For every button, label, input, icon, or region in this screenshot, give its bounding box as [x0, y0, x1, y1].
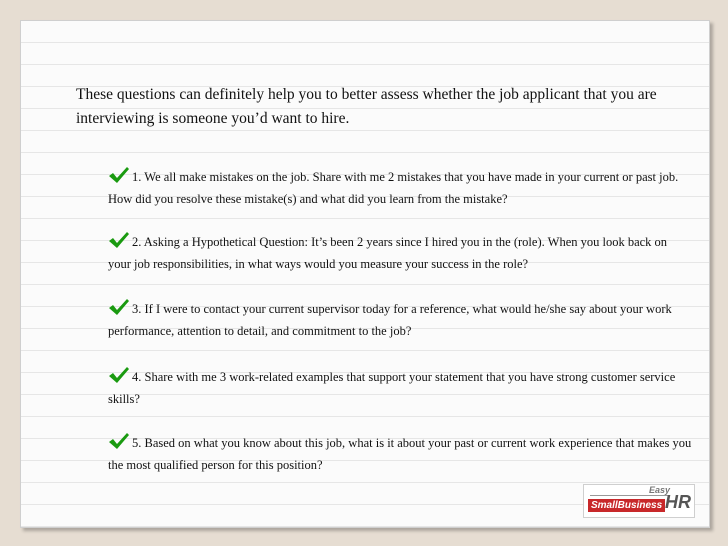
logo-divider — [590, 495, 668, 496]
logo-hr-text: HR — [665, 492, 691, 512]
checkmark-icon — [108, 366, 130, 384]
easy-small-business-hr-logo — [583, 484, 695, 518]
intro-text: These questions can definitely help you to better assess whether the job applicant that you are interviewing is someone you’d want to hire. — [76, 86, 657, 127]
logo-small-business-text: SmallBusiness — [588, 499, 665, 512]
checkmark-icon — [108, 298, 130, 316]
checkmark-icon — [108, 432, 130, 450]
slide — [20, 20, 710, 528]
question-item-2 — [108, 231, 693, 275]
question-text-1: 1. We all make mistakes on the job. Share with me 2 mistakes that you have made in your current or past job. How did you resolve these mistake(s) and what did you learn from the mistake? — [108, 170, 679, 206]
question-item-3 — [108, 298, 693, 342]
question-text-2: 2. Asking a Hypothetical Question: It’s been 2 years since I hired you in the (role). When you look back on your job responsibilities, in what ways would you measure your success in the role? — [108, 235, 668, 271]
question-text-3: 3. If I were to contact your current supervisor today for a reference, what would he/she say about your work performance, attention to detail, and commitment to the job? — [108, 302, 672, 338]
logo-easy-text: Easy — [648, 485, 670, 495]
checkmark-icon — [108, 166, 130, 184]
question-text-4: 4. Share with me 3 work-related examples that support your statement that you have strong customer service skills? — [108, 370, 676, 406]
checkmark-icon — [108, 231, 130, 249]
question-item-5 — [108, 432, 693, 476]
question-item-4 — [108, 366, 693, 410]
question-text-5: 5. Based on what you know about this job, what is it about your past or current work experience that makes you the most qualified person for this position? — [108, 436, 692, 472]
question-item-1 — [108, 166, 693, 210]
